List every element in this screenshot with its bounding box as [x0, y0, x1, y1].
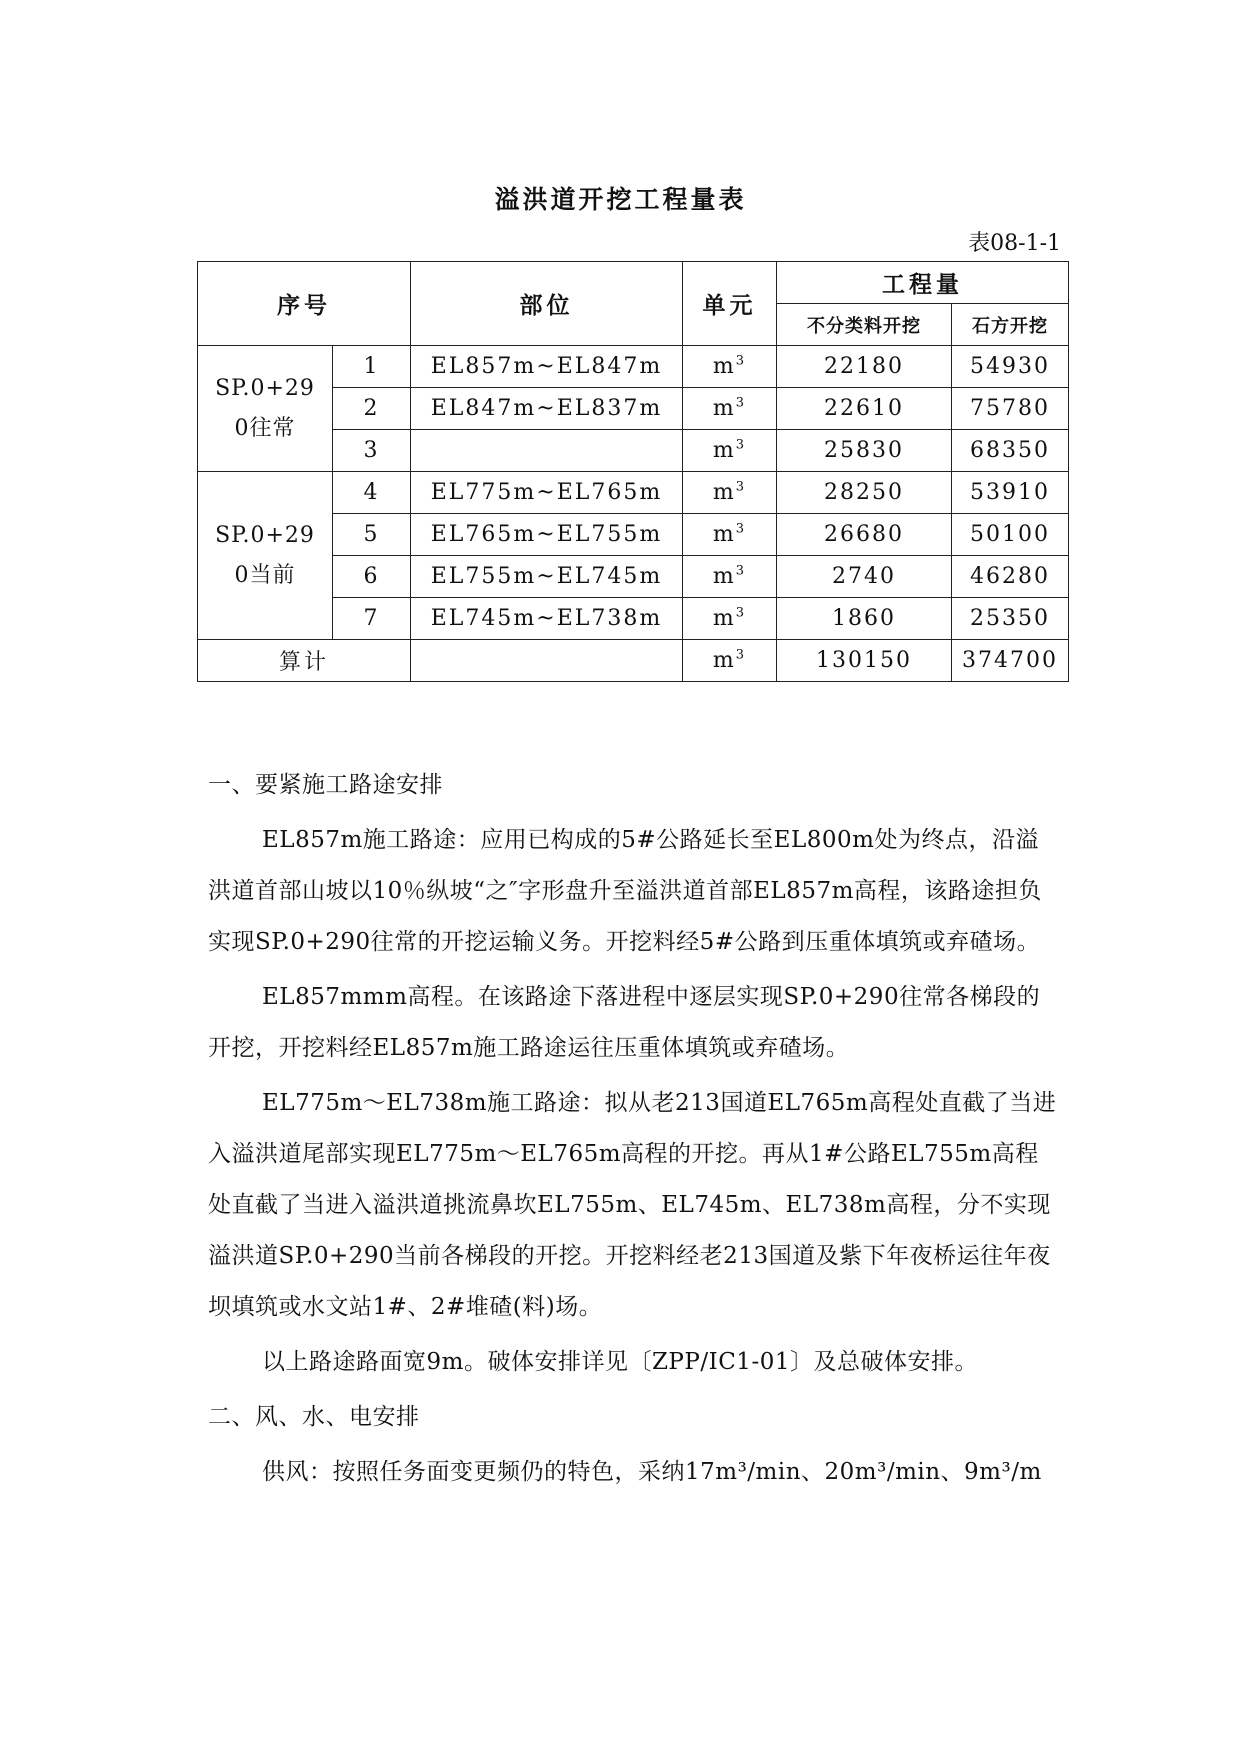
group-label-line2: 0当前 [234, 562, 296, 588]
row-part: EL857m~EL847m [411, 346, 683, 388]
total-unit: $m^3$ [683, 640, 777, 682]
row-value-unclassified: 1860 [777, 598, 952, 640]
header-quantity: 工程量 [777, 262, 1069, 304]
row-value-rock: 53910 [952, 472, 1069, 514]
total-part [411, 640, 683, 682]
body-text [208, 756, 1060, 1498]
row-value-unclassified: 22610 [777, 388, 952, 430]
row-part: EL745m~EL738m [411, 598, 683, 640]
row-value-rock: 68350 [952, 430, 1069, 472]
row-part: EL755m~EL745m [411, 556, 683, 598]
section-heading-utilities: 二、风、水、电安排 [208, 1404, 420, 1430]
row-no: 4 [333, 472, 411, 514]
group-label [198, 472, 333, 640]
row-value-rock: 54930 [952, 346, 1069, 388]
group-label-line1: SP.0+29 [215, 375, 315, 401]
row-value-unclassified: 28250 [777, 472, 952, 514]
paragraph: EL857mmm高程。在该路途下落进程中逐层实现SP.0+290往常各梯段的开挖，开挖料经EL857m施工路途运往压重体填筑或弃碴场。 [208, 984, 1041, 1061]
paragraph: 供风：按照任务面变更频仍的特色，采纳17m³/min、20m³/min、9m³/m [262, 1459, 1042, 1485]
paragraph: EL775m～EL738m施工路途：拟从老213国道EL765m高程处直截了当进入溢洪道尾部实现EL775m～EL765m高程的开挖。再从1#公路EL755m高程处直截了当进入溢洪道挑流鼻坎EL755m、EL745m、EL738m高程，分不实现溢洪道SP.0+290当前各梯段的开挖。开挖料经老213国道及紫下年夜桥运往年夜坝填筑或水文站1#、2#堆碴(料)场。 [208, 1090, 1057, 1320]
table-total-row [198, 640, 1069, 682]
header-rock-excavation: 石方开挖 [952, 304, 1069, 346]
row-part [411, 430, 683, 472]
row-no: 5 [333, 514, 411, 556]
header-part: 部位 [411, 262, 683, 346]
row-unit: $m^3$ [683, 430, 777, 472]
row-value-rock: 46280 [952, 556, 1069, 598]
row-value-unclassified: 25830 [777, 430, 952, 472]
row-part: EL775m~EL765m [411, 472, 683, 514]
section-heading-roads: 一、要紧施工路途安排 [208, 772, 443, 798]
table-row [198, 472, 1069, 514]
table-number: 表08-1-1 [968, 231, 1061, 256]
row-value-unclassified: 26680 [777, 514, 952, 556]
row-value-rock: 50100 [952, 514, 1069, 556]
total-value-unclassified: 130150 [777, 640, 952, 682]
table-row [198, 346, 1069, 388]
header-unclassified-excavation: 不分类料开挖 [777, 304, 952, 346]
row-part: EL765m~EL755m [411, 514, 683, 556]
group-label [198, 346, 333, 472]
paragraph: EL857m施工路途：应用已构成的5#公路延长至EL800m处为终点，沿溢洪道首部山坡以10％纵坡“之″字形盘升至溢洪道首部EL857m高程，该路途担负实现SP.0+290往常的开挖运输义务。开挖料经5#公路到压重体填筑或弃碴场。 [208, 827, 1042, 955]
table-title: 溢洪道开挖工程量表 [494, 185, 747, 214]
group-label-line1: SP.0+29 [215, 522, 315, 548]
row-unit: $m^3$ [683, 598, 777, 640]
row-unit: $m^3$ [683, 514, 777, 556]
row-no: 1 [333, 346, 411, 388]
row-part: EL847m~EL837m [411, 388, 683, 430]
row-no: 6 [333, 556, 411, 598]
group-label-line2: 0往常 [234, 415, 296, 441]
row-no: 3 [333, 430, 411, 472]
header-unit: 单元 [683, 262, 777, 346]
row-value-rock: 75780 [952, 388, 1069, 430]
row-unit: $m^3$ [683, 556, 777, 598]
row-unit: $m^3$ [683, 472, 777, 514]
row-unit: $m^3$ [683, 388, 777, 430]
total-label: 算计 [198, 640, 411, 682]
paragraph: 以上路途路面宽9m。破体安排详见〔ZPP/IC1-01〕及总破体安排。 [262, 1349, 978, 1375]
excavation-quantity-table [197, 261, 1069, 682]
row-no: 7 [333, 598, 411, 640]
row-value-rock: 25350 [952, 598, 1069, 640]
row-unit: $m^3$ [683, 346, 777, 388]
row-no: 2 [333, 388, 411, 430]
header-seq: 序号 [198, 262, 411, 346]
row-value-unclassified: 2740 [777, 556, 952, 598]
total-value-rock: 374700 [952, 640, 1069, 682]
row-value-unclassified: 22180 [777, 346, 952, 388]
